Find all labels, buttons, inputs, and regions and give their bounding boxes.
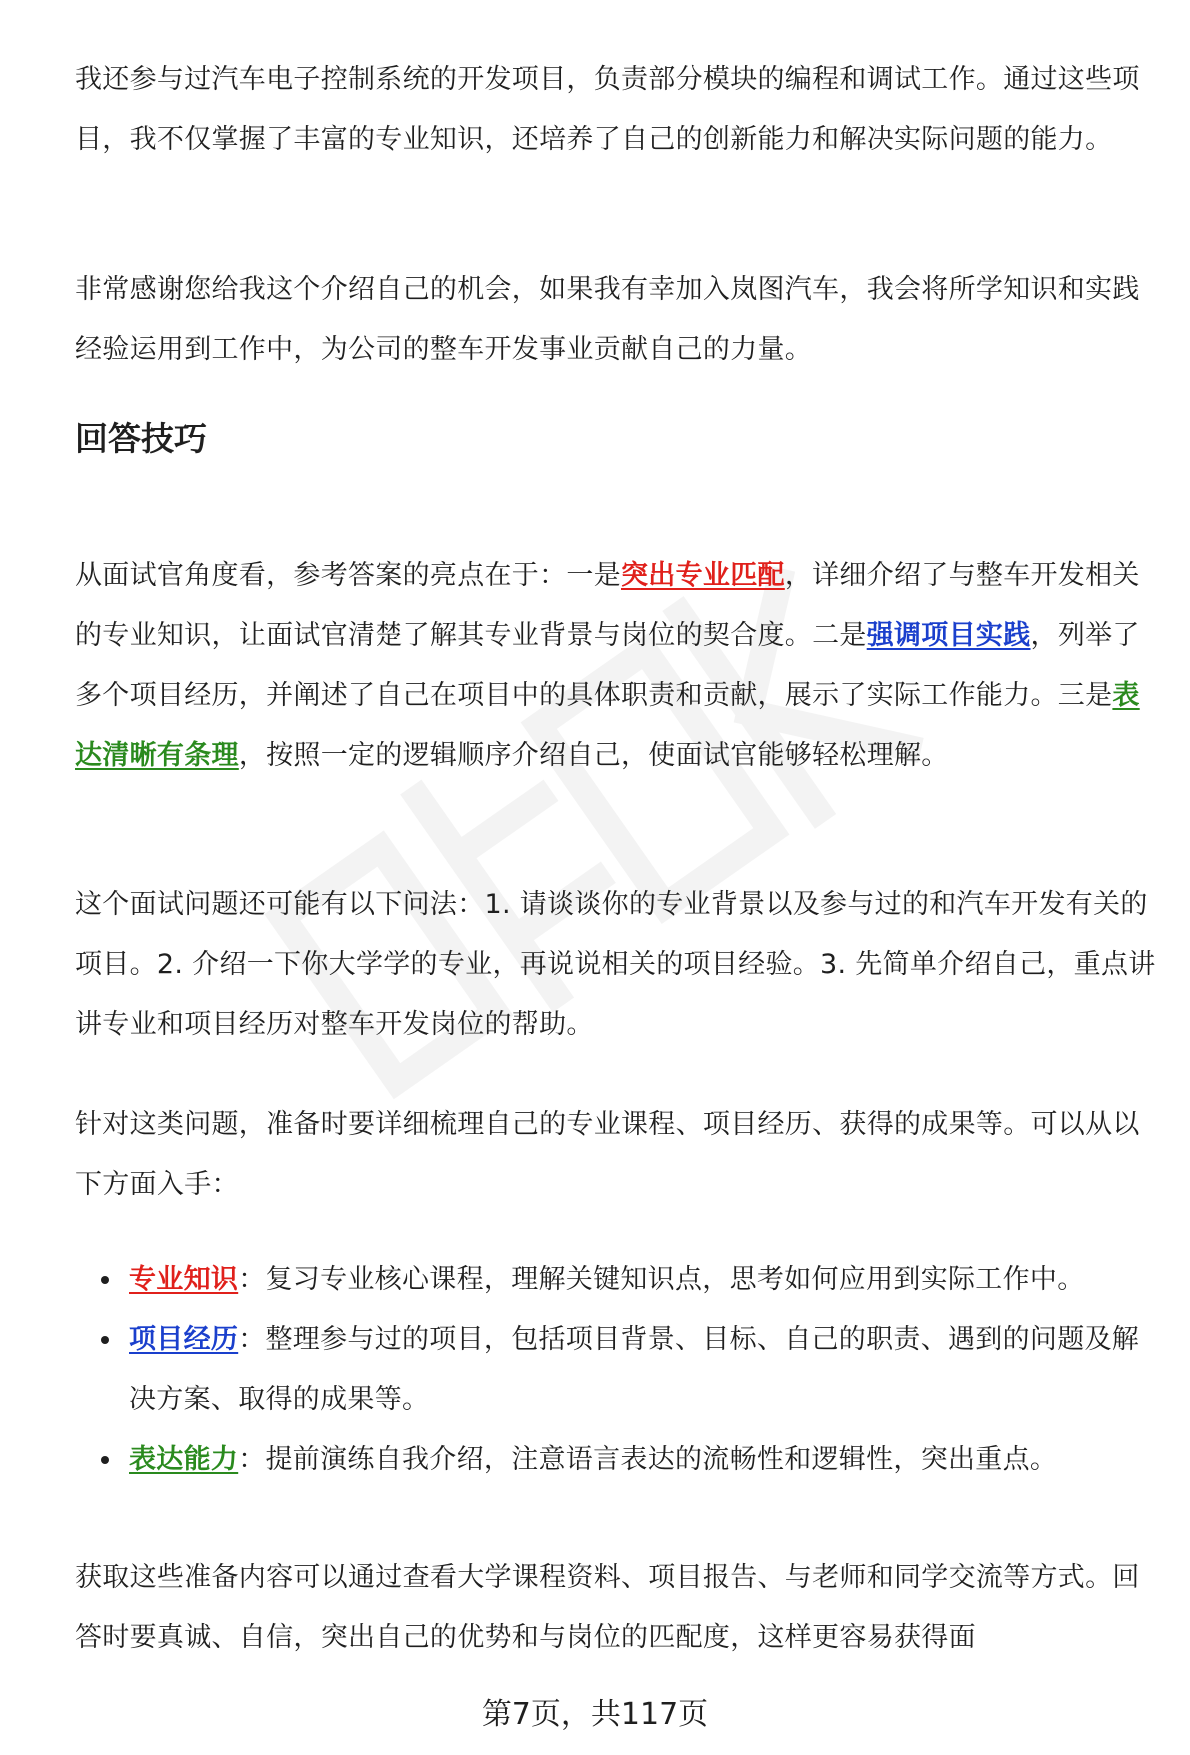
page-number: 第7页，共117页 [481,1697,709,1732]
highlight-professional-match: 突出专业匹配 [621,560,785,591]
tip-text: ：提前演练自我介绍，注意语言表达的流畅性和逻辑性，突出重点。 [238,1444,1058,1475]
paragraph-alt-questions: 这个面试问题还可能有以下问法：1. 请谈谈你的专业背景以及参与过的和汽车开发有关的项目。2. 介绍一下你大学学的专业，再说说相关的项目经验。3. 先简单介绍自己，重点讲讲专业和项目经历对整车开发岗位的帮助。 [75,889,1156,1040]
tips-list [75,1250,1165,1490]
paragraph-thanks: 非常感谢您给我这个介绍自己的机会，如果我有幸加入岚图汽车，我会将所学知识和实践经验运用到工作中，为公司的整车开发事业贡献自己的力量。 [75,274,1140,365]
highlights-text: ，按照一定的逻辑顺序介绍自己，使面试官能够轻松理解。 [238,740,949,771]
highlights-text: ，详细介绍了与整车开发相关的专业知识，让面试官清楚了解其专业背景与岗位的契合度。二是 [75,560,1140,651]
paragraph-projects: 我还参与过汽车电子控制系统的开发项目，负责部分模块的编程和调试工作。通过这些项目，我不仅掌握了丰富的专业知识，还培养了自己的创新能力和解决实际问题的能力。 [75,64,1140,155]
tip-label: 专业知识 [129,1264,239,1295]
paragraph-highlights [75,546,1165,786]
tip-label: 项目经历 [129,1324,239,1355]
bullet-icon [101,1456,109,1464]
list-item [129,1310,1165,1430]
bullet-icon [101,1336,109,1344]
paragraph-closing: 获取这些准备内容可以通过查看大学课程资料、项目报告、与老师和同学交流等方式。回答时要真诚、自信，突出自己的优势和与岗位的匹配度，这样更容易获得面 [75,1562,1140,1653]
list-item [129,1430,1165,1490]
highlight-clear-expression: 表达清晰有条理 [75,680,1140,771]
highlights-text: 从面试官角度看，参考答案的亮点在于：一是 [75,560,621,591]
tip-label: 表达能力 [129,1444,239,1475]
tip-text: ：整理参与过的项目，包括项目背景、目标、自己的职责、遇到的问题及解决方案、取得的成果等。 [129,1324,1140,1415]
highlight-project-practice: 强调项目实践 [866,620,1031,651]
highlights-text: ，列举了多个项目经历，并阐述了自己在项目中的具体职责和贡献，展示了实际工作能力。三是 [75,620,1140,711]
tip-text: ：复习专业核心课程，理解关键知识点，思考如何应用到实际工作中。 [238,1264,1085,1295]
paragraph-prep-intro: 针对这类问题，准备时要详细梳理自己的专业课程、项目经历、获得的成果等。可以从以下方面入手： [75,1109,1140,1200]
bullet-icon [101,1276,109,1284]
section-heading: 回答技巧 [75,419,207,458]
list-item [129,1250,1165,1310]
